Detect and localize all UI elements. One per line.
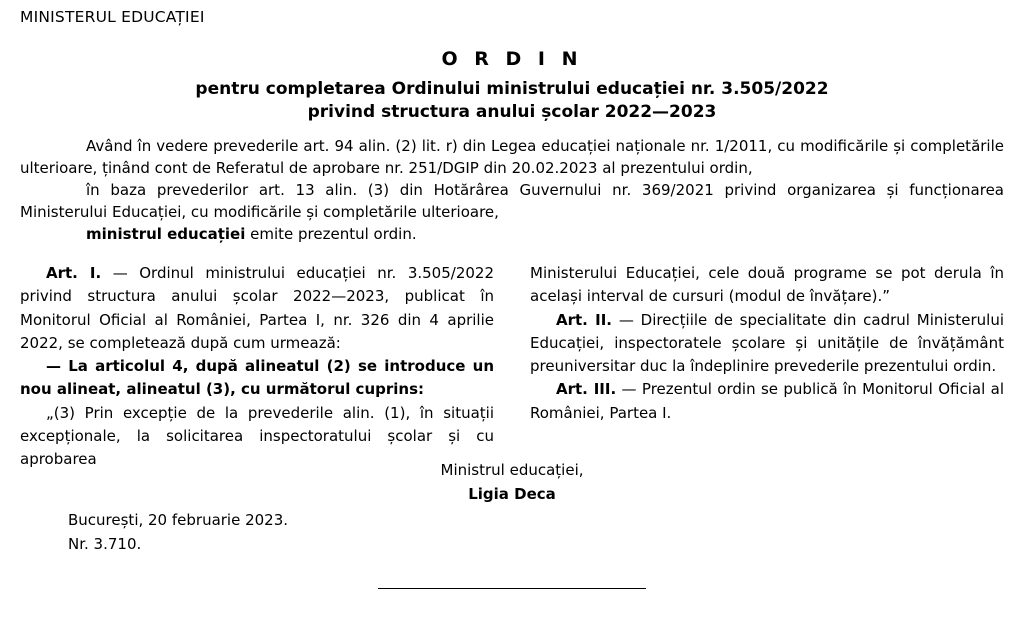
amendment-quote-start: „(3) Prin excepție de la prevederile alin. (1), în situații excepționale, la solicitarea inspectoratului școlar și cu aprobarea	[20, 403, 494, 468]
amendment-quote-continued: Ministerului Educației, cele două programe se pot derula în același interval de cursuri (modul de învățare).”	[530, 264, 1004, 306]
article-3-label: Art. III.	[556, 380, 617, 399]
document-title-block	[0, 48, 1024, 124]
signatory-name: Ligia Deca	[468, 485, 556, 503]
article-2-label: Art. II.	[556, 310, 613, 329]
issue-number: Nr. 3.710.	[68, 535, 142, 553]
article-1	[20, 262, 494, 355]
issue-place-date: București, 20 februarie 2023.	[68, 511, 289, 529]
document-subtitle-line-2: privind structura anului școlar 2022—2023	[307, 101, 717, 122]
issuing-authority-label: ministrul educației	[86, 224, 246, 243]
footer-divider	[378, 588, 646, 589]
body-columns	[20, 262, 1004, 471]
document-title: O R D I N	[441, 48, 583, 70]
ministry-heading: MINISTERUL EDUCAȚIEI	[20, 8, 205, 26]
article-2	[530, 309, 1004, 379]
article-2-text: — Direcțiile de specialitate din cadrul Ministerului Educației, inspectoratele școlare și unitățile de învățământ preuniversitar duc la îndeplinire prevederile prezentului ordin.	[530, 310, 1004, 375]
body-column-right	[530, 262, 1004, 471]
article-3	[530, 378, 1004, 425]
article-1-text: — Ordinul ministrului educației nr. 3.505/2022 privind structura anului școlar 2022—2023, publicat în Monitorul Oficial al României, Partea I, nr. 326 din 4 aprilie 2022, se completează după cum urmează:	[20, 264, 494, 352]
document-subtitle-line-1: pentru completarea Ordinului ministrului educației nr. 3.505/2022	[195, 79, 829, 99]
issuing-authority-line	[20, 224, 1004, 246]
preamble-paragraph-1: Având în vedere prevederile art. 94 alin. (2) lit. r) din Legea educației naționale nr. 1/2011, cu modificările și completările ulterioare, ținând cont de Referatul de aprobare nr. 251/DGIP din 20.02.2023 al prezentului ordin,	[20, 137, 1004, 177]
signatory-role: Ministrul educației,	[440, 461, 584, 479]
signature-block	[0, 458, 1024, 506]
article-1-label: Art. I.	[46, 264, 102, 282]
document-subtitle	[0, 78, 1024, 124]
amendment-instruction: — La articolul 4, după alineatul (2) se introduce un nou alineat, alineatul (3), cu următorul cuprins:	[20, 357, 494, 399]
body-column-left	[20, 262, 494, 471]
preamble-paragraph-2: în baza prevederilor art. 13 alin. (3) din Hotărârea Guvernului nr. 369/2021 privind organizarea și funcționarea Ministerului Educației, cu modificările și completările ulterioare,	[20, 180, 1004, 221]
issue-details	[68, 508, 288, 556]
preamble-section	[20, 136, 1004, 245]
issuing-authority-text: emite prezentul ordin.	[245, 224, 417, 243]
article-3-text: — Prezentul ordin se publică în Monitorul Oficial al României, Partea I.	[530, 380, 1004, 422]
